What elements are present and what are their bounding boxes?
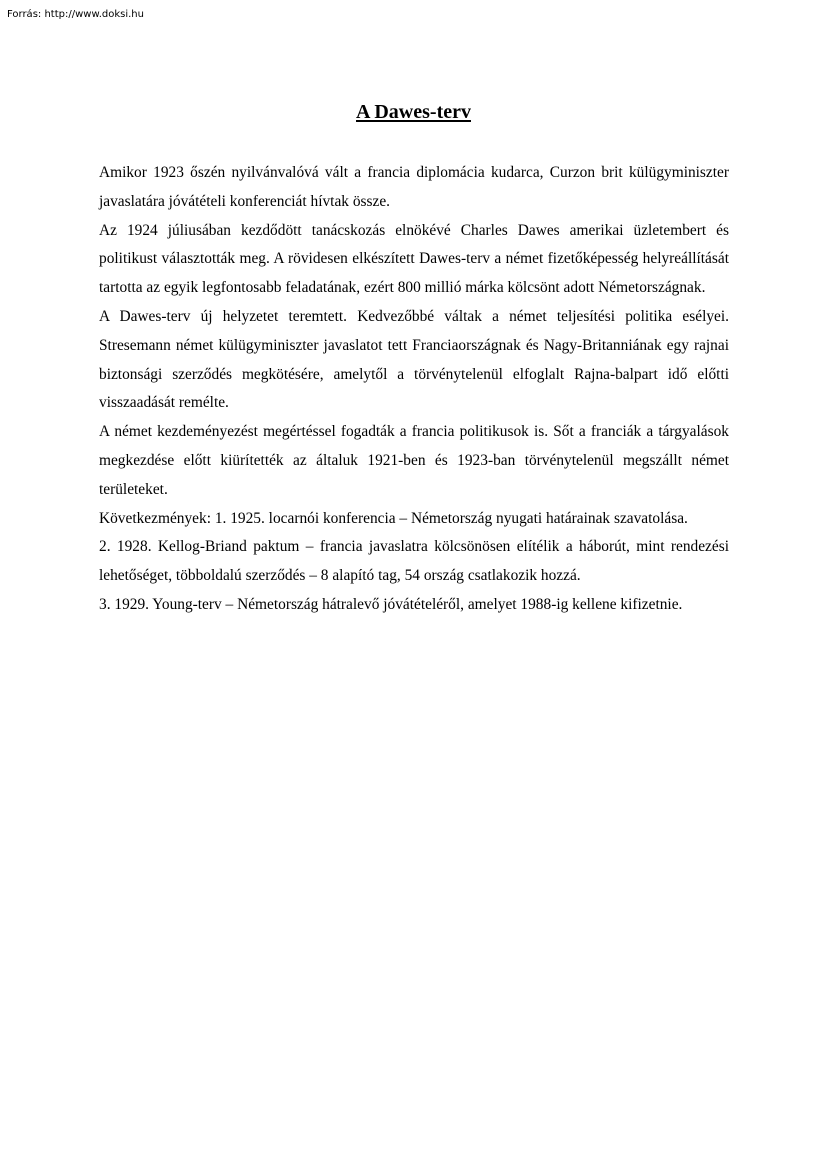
paragraph-consequence-3: 3. 1929. Young-terv – Németország hátralevő jóvátételéről, amelyet 1988-ig kellene kifizetnie. <box>99 595 683 613</box>
paragraph-french-response: A német kezdeményezést megértéssel fogadták a francia politikusok is. Sőt a franciák a tárgyalások megkezdése előtt kiürítették az általuk 1921-ben és 1923-ban törvénytelenül megszállt német területeket. <box>99 423 729 498</box>
paragraph-consequence-2: 2. 1928. Kellog-Briand paktum – francia javaslatra kölcsönösen elítélik a háborút, mint rendezési lehetőséget, többoldalú szerződés – 8 alapító tag, 54 ország csatlakozik hozzá. <box>99 538 729 585</box>
paragraph-new-situation: A Dawes-terv új helyzetet teremtett. Kedvezőbbé váltak a német teljesítési politika esélyei. Stresemann német külügyminiszter javaslatot tett Franciaországnak és Nagy-Britanniának egy rajnai biztonsági szerződés megkötésére, amelytől a törvénytelenül elfoglalt Rajna-balpart idő előtti visszaadását remélte. <box>99 307 729 412</box>
paragraph-consequence-1: Következmények: 1. 1925. locarnói konferencia – Németország nyugati határainak szavatolása. <box>99 509 688 527</box>
source-line: Forrás: http://www.doksi.hu <box>7 9 144 20</box>
paragraph-intro: Amikor 1923 őszén nyilvánvalóvá vált a francia diplomácia kudarca, Curzon brit külügyminiszter javaslatára jóvátételi konferenciát hívtak össze. <box>99 164 729 210</box>
document-body <box>99 159 729 620</box>
page-title: A Dawes-terv <box>356 101 471 123</box>
paragraph-conference: Az 1924 júliusában kezdődött tanácskozás elnökévé Charles Dawes amerikai üzletembert és politikust választották meg. A rövidesen elkészített Dawes-terv a német fizetőképesség helyreállítását tartotta az egyik legfontosabb feladatának, ezért 800 millió márka kölcsönt adott Németországnak. <box>99 221 729 297</box>
